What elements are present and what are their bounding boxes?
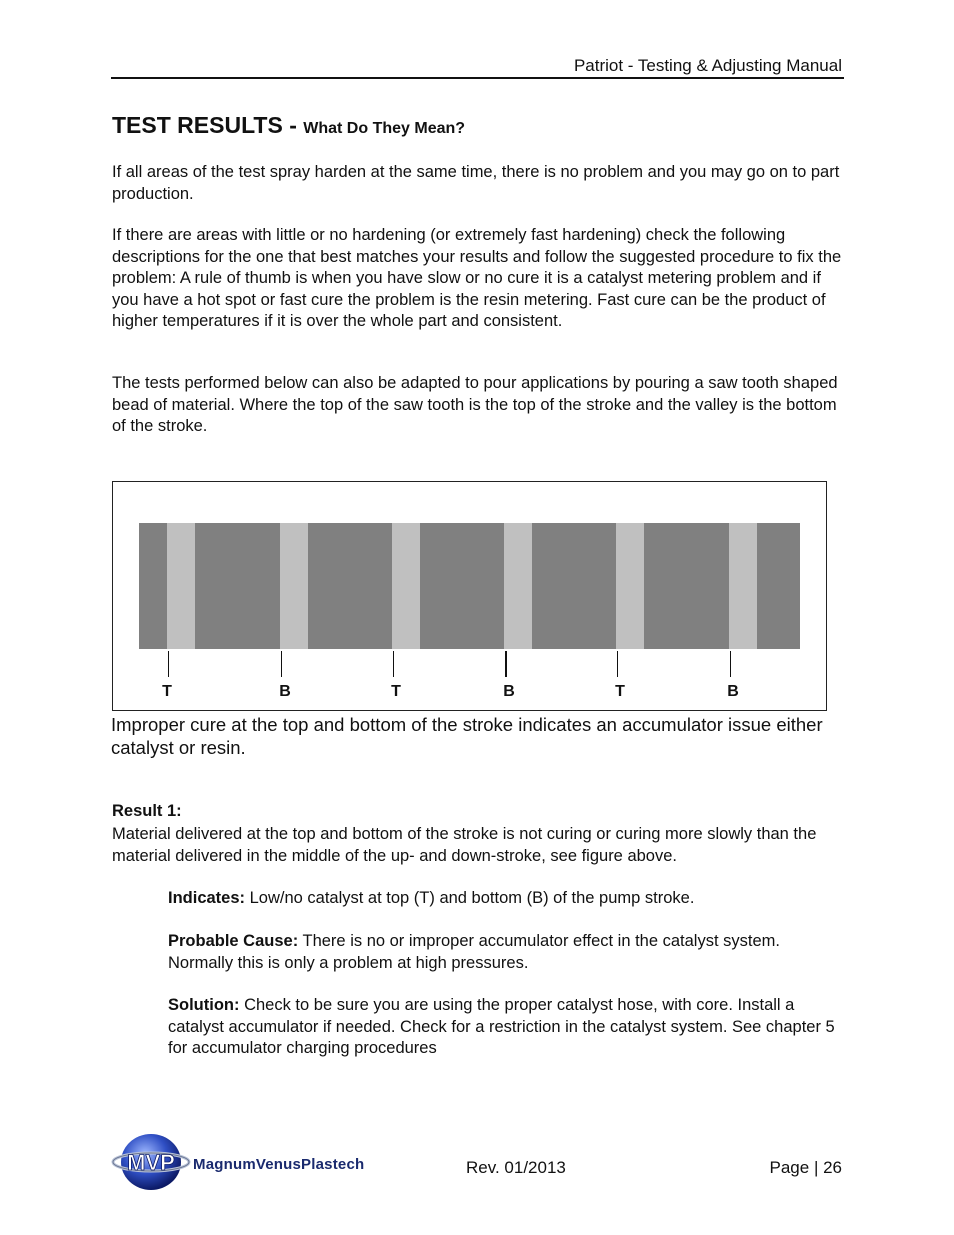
indicates-text: Low/no catalyst at top (T) and bottom (B) of the pump stroke.	[245, 889, 695, 907]
result-1-title: Result 1:	[112, 802, 182, 820]
indicates-label: Indicates:	[168, 889, 246, 907]
paragraph-1: If all areas of the test spray harden at the same time, there is no problem and you may go on to part production.	[112, 163, 840, 203]
tick-5	[617, 651, 618, 677]
brand-name: MagnumVenusPlastech	[193, 1156, 365, 1173]
heading-main: TEST RESULTS -	[112, 112, 304, 138]
tick-label-1: T	[162, 683, 172, 700]
tick-4	[505, 651, 507, 677]
tick-label-5: T	[615, 683, 625, 700]
tick-label-4: B	[503, 683, 515, 700]
result-1-probable-cause	[168, 931, 848, 974]
tick-6	[730, 651, 731, 677]
cause-label: Probable Cause:	[168, 932, 299, 950]
footer-page-number: Page | 26	[769, 1158, 842, 1177]
heading-sub: What Do They Mean?	[303, 120, 466, 137]
cause-text: There is no or improper accumulator effect in the catalyst system. Normally this is only a problem at high pressures.	[168, 932, 780, 972]
running-header: Patriot - Testing & Adjusting Manual	[573, 56, 842, 75]
result-1-body: Material delivered at the top and bottom of the stroke is not curing or curing more slowly than the material delivered in the middle of the up- and down-stroke, see figure above.	[112, 825, 817, 865]
footer-revision: Rev. 01/2013	[466, 1158, 566, 1177]
tick-label-3: T	[391, 683, 401, 700]
tick-1	[168, 651, 169, 677]
tick-2	[281, 651, 282, 677]
solution-label: Solution:	[168, 996, 240, 1014]
solution-text: Check to be sure you are using the proper catalyst hose, with core. Install a catalyst accumulator if needed. Check for a restriction in the catalyst system. See chapter 5 for accumulator charging procedures	[168, 996, 835, 1057]
paragraph-3: The tests performed below can also be adapted to pour applications by pouring a saw tooth shaped bead of material. Where the top of the saw tooth is the top of the stroke and the valley is the bottom of the stroke.	[112, 374, 838, 435]
figure-caption: Improper cure at the top and bottom of the stroke indicates an accumulator issue either catalyst or resin.	[111, 714, 823, 758]
tick-label-2: B	[279, 683, 291, 700]
svg-text:MVP: MVP	[127, 1150, 175, 1175]
result-1-indicates	[168, 888, 848, 910]
tick-label-6: B	[727, 683, 739, 700]
tick-3	[393, 651, 394, 677]
result-1-solution	[168, 995, 848, 1060]
paragraph-2: If there are areas with little or no hardening (or extremely fast hardening) check the following descriptions for the one that best matches your results and follow the suggested procedure to fix the problem: A rule of thumb is when you have slow or no cure it is a catalyst metering problem and if you have a hot spot or fast cure the problem is the resin metering. Fast cure can be the product of higher temperatures if it is over the whole part and consistent.	[112, 226, 842, 330]
